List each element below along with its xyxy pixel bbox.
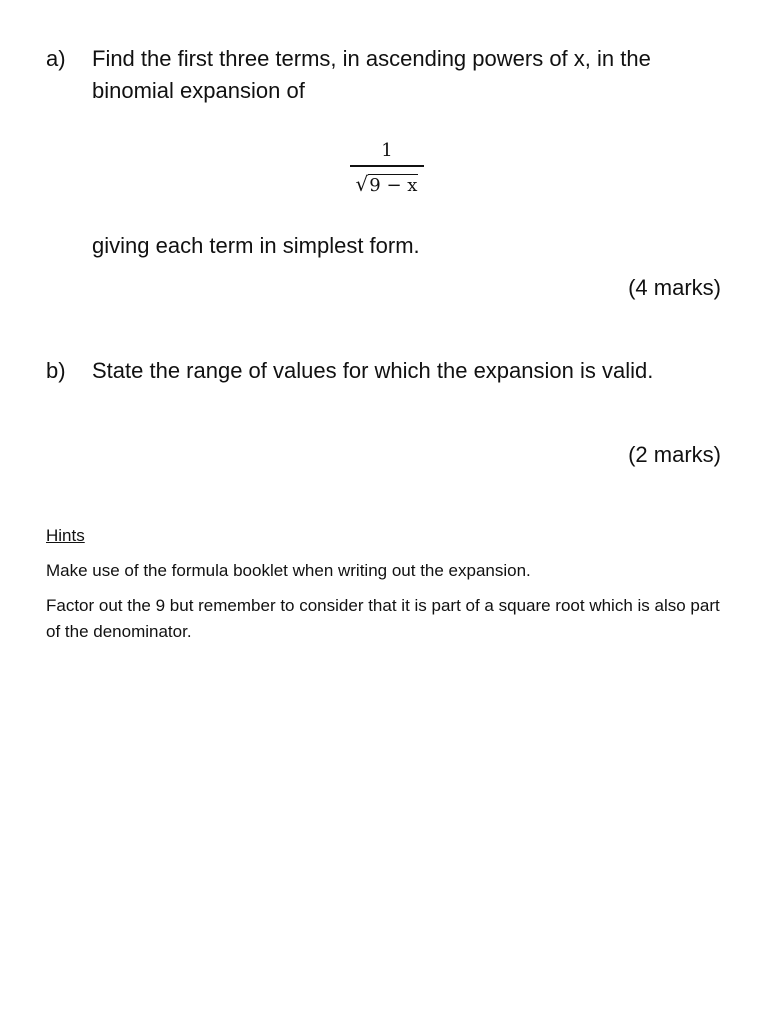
question-a-label: a) xyxy=(46,46,66,71)
fraction-denominator xyxy=(350,170,424,198)
radicand: 9 − x xyxy=(369,175,418,196)
math-fraction xyxy=(350,138,424,198)
hint-item: Factor out the 9 but remember to consider that it is part of a square root which is also part of the denominator. xyxy=(46,596,720,641)
question-b-text: State the range of values for which the expansion is valid. xyxy=(92,358,654,383)
fraction-numerator: 1 xyxy=(381,140,393,161)
question-b-marks: (2 marks) xyxy=(628,442,721,467)
hints-heading: Hints xyxy=(46,526,85,545)
question-a-text: Find the first three terms, in ascending powers of x, in the binomial expansion of xyxy=(92,46,651,103)
fraction-bar xyxy=(350,165,424,167)
question-b-label: b) xyxy=(46,358,66,383)
question-a-marks: (4 marks) xyxy=(628,275,721,300)
question-a-text-after: giving each term in simplest form. xyxy=(92,233,420,258)
square-root-sign: √ xyxy=(355,172,369,196)
hint-item: Make use of the formula booklet when writing out the expansion. xyxy=(46,561,531,580)
